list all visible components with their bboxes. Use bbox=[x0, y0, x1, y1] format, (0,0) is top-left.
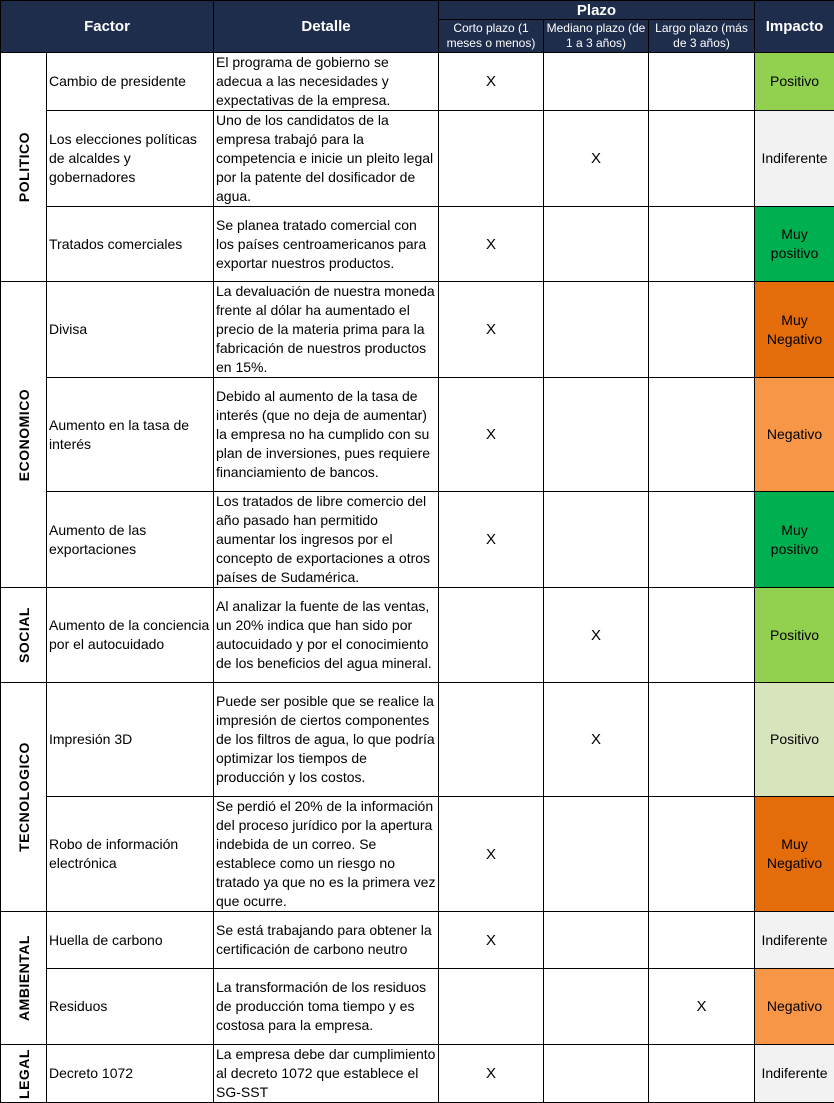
short-term-mark: X bbox=[439, 912, 544, 969]
long-term-header: Largo plazo (más de 3 años) bbox=[649, 20, 755, 53]
medium-term-mark bbox=[544, 969, 649, 1045]
category-cell bbox=[1, 588, 47, 683]
impact-badge: Muy positivo bbox=[755, 207, 834, 282]
detail-cell: Puede ser posible que se realice la impresión de ciertos componentes de los filtros de agua, lo que podría optimizar los tiempos de producción y los costos. bbox=[214, 683, 439, 797]
detail-cell: Debido al aumento de la tasa de interés (que no deja de aumentar) la empresa no ha cumplido con su plan de inversiones, pues requiere financiamiento de bancos. bbox=[214, 378, 439, 492]
long-term-mark: X bbox=[649, 969, 755, 1045]
detail-cell: La empresa debe dar cumplimiento al decreto 1072 que establece el SG-SST bbox=[214, 1045, 439, 1103]
table-row bbox=[1, 492, 834, 588]
table-row bbox=[1, 683, 834, 797]
category-label: TECNOLOGICO bbox=[16, 742, 32, 852]
table-row bbox=[1, 53, 834, 111]
detail-cell: Al analizar la fuente de las ventas, un 20% indica que han sido por autocuidado y por el conocimiento de los beneficios del agua mineral. bbox=[214, 588, 439, 683]
medium-term-mark bbox=[544, 492, 649, 588]
category-cell bbox=[1, 282, 47, 588]
detail-cell: La transformación de los residuos de producción toma tiempo y es costosa para la empresa. bbox=[214, 969, 439, 1045]
factor-cell: Los elecciones políticas de alcaldes y gobernadores bbox=[47, 111, 214, 207]
impact-badge: Indiferente bbox=[755, 111, 834, 207]
detail-cell: Se está trabajando para obtener la certificación de carbono neutro bbox=[214, 912, 439, 969]
medium-term-mark bbox=[544, 797, 649, 912]
category-label: ECONOMICO bbox=[16, 388, 32, 480]
category-cell bbox=[1, 912, 47, 1045]
long-term-mark bbox=[649, 1045, 755, 1103]
impact-badge: Negativo bbox=[755, 969, 834, 1045]
long-term-mark bbox=[649, 588, 755, 683]
factor-cell: Aumento de la conciencia por el autocuidado bbox=[47, 588, 214, 683]
category-label: POLITICO bbox=[16, 132, 32, 202]
category-cell bbox=[1, 1045, 47, 1103]
long-term-mark bbox=[649, 912, 755, 969]
impact-badge: Positivo bbox=[755, 588, 834, 683]
short-term-mark: X bbox=[439, 207, 544, 282]
factor-cell: Impresión 3D bbox=[47, 683, 214, 797]
medium-term-header: Mediano plazo (de 1 a 3 años) bbox=[544, 20, 649, 53]
medium-term-mark bbox=[544, 282, 649, 378]
long-term-mark bbox=[649, 683, 755, 797]
category-label: LEGAL bbox=[16, 1049, 32, 1099]
impact-badge: Muy Negativo bbox=[755, 797, 834, 912]
table-row bbox=[1, 207, 834, 282]
short-term-mark bbox=[439, 969, 544, 1045]
medium-term-mark: X bbox=[544, 683, 649, 797]
factor-cell: Residuos bbox=[47, 969, 214, 1045]
impact-badge: Indiferente bbox=[755, 912, 834, 969]
impact-badge: Muy positivo bbox=[755, 492, 834, 588]
medium-term-mark bbox=[544, 207, 649, 282]
table-row bbox=[1, 111, 834, 207]
medium-term-mark bbox=[544, 53, 649, 111]
category-label: AMBIENTAL bbox=[16, 935, 32, 1021]
table-row bbox=[1, 1045, 834, 1103]
table-row bbox=[1, 797, 834, 912]
factor-cell: Aumento en la tasa de interés bbox=[47, 378, 214, 492]
long-term-mark bbox=[649, 797, 755, 912]
impact-badge: Positivo bbox=[755, 53, 834, 111]
short-term-mark bbox=[439, 683, 544, 797]
medium-term-mark bbox=[544, 378, 649, 492]
factor-cell: Robo de información electrónica bbox=[47, 797, 214, 912]
impact-badge: Negativo bbox=[755, 378, 834, 492]
short-term-mark: X bbox=[439, 797, 544, 912]
short-term-mark bbox=[439, 588, 544, 683]
detail-cell: La devaluación de nuestra moneda frente al dólar ha aumentado el precio de la materia prima para la fabricación de nuestros productos en 15%. bbox=[214, 282, 439, 378]
table-row bbox=[1, 969, 834, 1045]
short-term-mark: X bbox=[439, 492, 544, 588]
short-term-mark: X bbox=[439, 1045, 544, 1103]
factor-cell: Tratados comerciales bbox=[47, 207, 214, 282]
factor-cell: Decreto 1072 bbox=[47, 1045, 214, 1103]
impact-badge: Muy Negativo bbox=[755, 282, 834, 378]
long-term-mark bbox=[649, 282, 755, 378]
medium-term-mark: X bbox=[544, 588, 649, 683]
long-term-mark bbox=[649, 207, 755, 282]
detail-cell: Se planea tratado comercial con los países centroamericanos para exportar nuestros productos. bbox=[214, 207, 439, 282]
detail-cell: Los tratados de libre comercio del año pasado han permitido aumentar los ingresos por el concepto de exportaciones a otros países de Sudamérica. bbox=[214, 492, 439, 588]
medium-term-mark bbox=[544, 1045, 649, 1103]
detail-cell: El programa de gobierno se adecua a las necesidades y expectativas de la empresa. bbox=[214, 53, 439, 111]
factor-header: Factor bbox=[1, 1, 214, 53]
detail-cell: Se perdió el 20% de la información del proceso jurídico por la apertura indebida de un correo. Se establece como un riesgo no tratado ya que no es la primera vez que ocurre. bbox=[214, 797, 439, 912]
plazo-header: Plazo bbox=[439, 1, 755, 20]
table-row bbox=[1, 282, 834, 378]
detail-header: Detalle bbox=[214, 1, 439, 53]
table-row bbox=[1, 588, 834, 683]
category-cell bbox=[1, 683, 47, 912]
impact-badge: Indiferente bbox=[755, 1045, 834, 1103]
factor-cell: Cambio de presidente bbox=[47, 53, 214, 111]
long-term-mark bbox=[649, 378, 755, 492]
short-term-mark: X bbox=[439, 378, 544, 492]
table-header bbox=[1, 1, 834, 53]
short-term-header: Corto plazo (1 meses o menos) bbox=[439, 20, 544, 53]
short-term-mark bbox=[439, 111, 544, 207]
category-label: SOCIAL bbox=[16, 607, 32, 663]
impact-header: Impacto bbox=[755, 1, 834, 53]
long-term-mark bbox=[649, 492, 755, 588]
table-row bbox=[1, 912, 834, 969]
short-term-mark: X bbox=[439, 53, 544, 111]
long-term-mark bbox=[649, 53, 755, 111]
medium-term-mark: X bbox=[544, 111, 649, 207]
impact-badge: Positivo bbox=[755, 683, 834, 797]
short-term-mark: X bbox=[439, 282, 544, 378]
long-term-mark bbox=[649, 111, 755, 207]
factor-cell: Divisa bbox=[47, 282, 214, 378]
table-row bbox=[1, 378, 834, 492]
category-cell bbox=[1, 53, 47, 282]
factor-cell: Huella de carbono bbox=[47, 912, 214, 969]
factor-cell: Aumento de las exportaciones bbox=[47, 492, 214, 588]
detail-cell: Uno de los candidatos de la empresa trabajó para la competencia e inicie un pleito legal por la patente del dosificador de agua. bbox=[214, 111, 439, 207]
table-body bbox=[1, 53, 834, 1103]
medium-term-mark bbox=[544, 912, 649, 969]
